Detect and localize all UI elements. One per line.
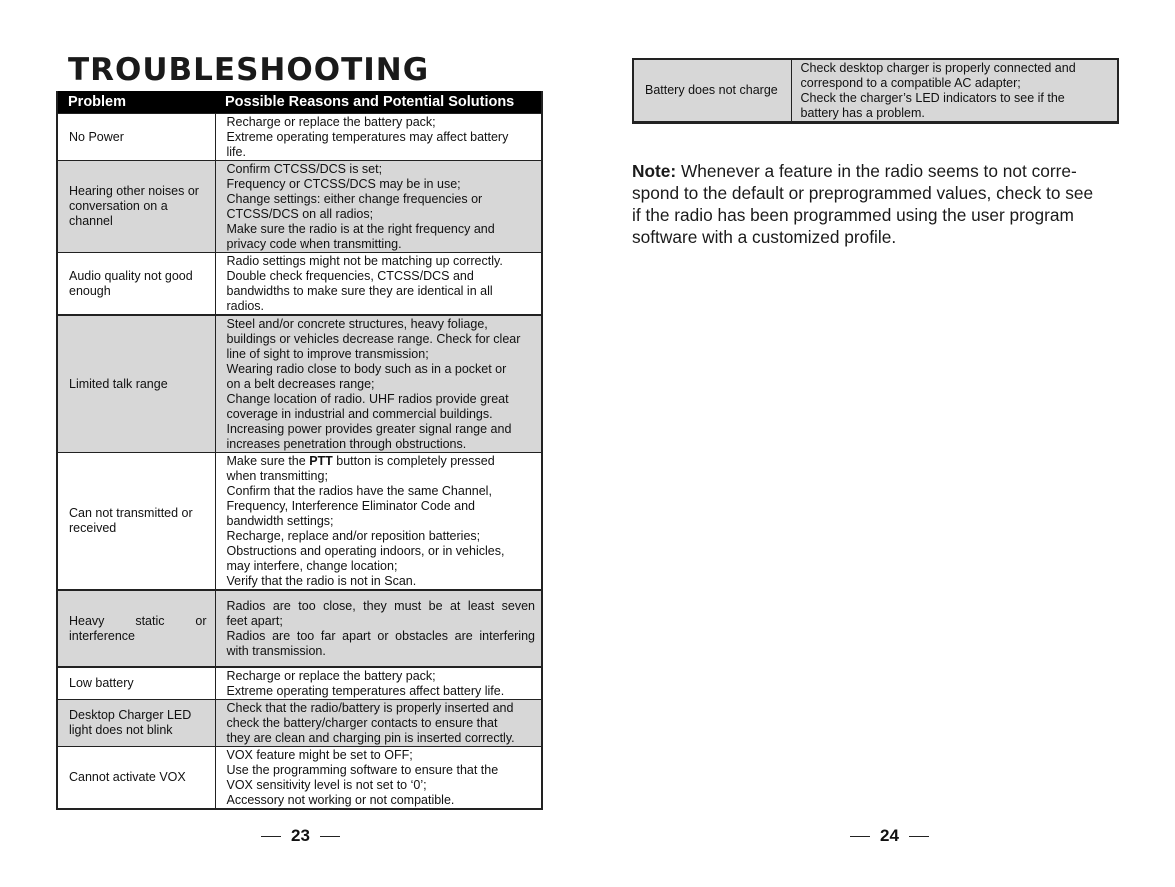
note-line: software with a customized profile. xyxy=(632,227,897,247)
table-row xyxy=(57,161,542,253)
solution-line: Confirm that the radios have the same Channel, xyxy=(226,484,492,498)
note-paragraph xyxy=(632,160,1122,248)
solution-line: on a belt decreases range; xyxy=(226,377,375,391)
problem-cell: Hearing other noises or conversation on a channel xyxy=(57,161,215,253)
solution-line: bandwidths to make sure they are identical in all xyxy=(226,284,493,298)
problem-word: or xyxy=(195,613,207,628)
solution-line: Frequency or CTCSS/DCS may be in use; xyxy=(226,177,461,191)
solution-line: when transmitting; xyxy=(226,469,328,483)
solution-line: Recharge or replace the battery pack; xyxy=(226,115,436,129)
solution-line: Verify that the radio is not in Scan. xyxy=(226,574,417,588)
table-row xyxy=(57,590,542,667)
problem-cell: No Power xyxy=(57,114,215,161)
solution-line: correspond to a compatible AC adapter; xyxy=(800,76,1021,90)
solution-cell xyxy=(215,667,542,700)
problem-cell: Limited talk range xyxy=(57,315,215,453)
page-title: TROUBLESHOOTING xyxy=(68,52,430,88)
solution-line: with transmission. xyxy=(226,644,326,658)
solution-cell xyxy=(791,59,1118,123)
solution-text: button is completely pressed xyxy=(332,454,495,468)
table-row xyxy=(57,253,542,316)
page-number-dash xyxy=(850,836,870,837)
table-row xyxy=(57,667,542,700)
solution-cell xyxy=(215,590,542,667)
solution-line: Obstructions and operating indoors, or in vehicles, xyxy=(226,544,505,558)
solution-cell xyxy=(215,453,542,591)
solution-line: Change settings: either change frequencies or xyxy=(226,192,483,206)
solution-line: Radios are too far apart or obstacles are interfering xyxy=(226,629,535,643)
note-text: Whenever a feature in the radio seems to not corre- xyxy=(676,161,1077,181)
problem-cell: Audio quality not good enough xyxy=(57,253,215,316)
problem-cell: Can not transmitted or received xyxy=(57,453,215,591)
note-line: if the radio has been programmed using the user program xyxy=(632,205,1074,225)
solution-line: radios. xyxy=(226,299,265,313)
solution-line: Check that the radio/battery is properly inserted and xyxy=(226,701,514,715)
table-row xyxy=(57,700,542,747)
solution-line: Wearing radio close to body such as in a pocket or xyxy=(226,362,507,376)
problem-line xyxy=(69,614,207,629)
table-row xyxy=(633,59,1118,123)
page-number-text: 23 xyxy=(291,826,310,845)
note-label: Note: xyxy=(632,161,677,181)
table-row xyxy=(57,114,542,161)
solution-cell xyxy=(215,253,542,316)
page-number-left xyxy=(251,826,350,846)
solution-line: Radios are too close, they must be at least seven xyxy=(226,599,535,613)
header-problem: Problem xyxy=(57,91,215,114)
problem-cell: Cannot activate VOX xyxy=(57,747,215,810)
solution-text: Make sure the xyxy=(226,454,310,468)
solution-line: Make sure the radio is at the right frequency and xyxy=(226,222,495,236)
table-row xyxy=(57,453,542,591)
problem-cell: Desktop Charger LED light does not blink xyxy=(57,700,215,747)
solution-cell xyxy=(215,161,542,253)
solution-line: increases penetration through obstructions. xyxy=(226,437,467,451)
problem-cell: Battery does not charge xyxy=(633,59,791,123)
page-number-right xyxy=(840,826,939,846)
solution-line: Extreme operating temperatures affect battery life. xyxy=(226,684,505,698)
solution-line: battery has a problem. xyxy=(800,106,925,120)
table-row xyxy=(57,747,542,810)
solution-line: Accessory not working or not compatible. xyxy=(226,793,455,807)
solution-line: Increasing power provides greater signal range and xyxy=(226,422,512,436)
page-number-dash xyxy=(320,836,340,837)
solution-line: Change location of radio. UHF radios provide great xyxy=(226,392,509,406)
solution-cell xyxy=(215,315,542,453)
solution-line: CTCSS/DCS on all radios; xyxy=(226,207,374,221)
solution-line: Use the programming software to ensure that the xyxy=(226,763,499,777)
solution-line xyxy=(227,454,536,469)
header-solutions: Possible Reasons and Potential Solutions xyxy=(215,91,542,114)
solution-line: Recharge or replace the battery pack; xyxy=(226,669,436,683)
solution-line: feet apart; xyxy=(226,614,283,628)
table-header-row xyxy=(57,91,542,114)
solution-line: Radio settings might not be matching up correctly. xyxy=(226,254,503,268)
table-row xyxy=(57,315,542,453)
battery-table xyxy=(632,58,1119,124)
solution-line: Check the charger’s LED indicators to see if the xyxy=(800,91,1065,105)
problem-word: Heavy xyxy=(69,613,105,628)
problem-cell: Low battery xyxy=(57,667,215,700)
solution-line: Recharge, replace and/or reposition batteries; xyxy=(226,529,481,543)
solution-cell xyxy=(215,114,542,161)
solution-line: Frequency, Interference Eliminator Code and xyxy=(226,499,476,513)
problem-line: interference xyxy=(69,628,136,643)
solution-cell xyxy=(215,747,542,810)
solution-line: buildings or vehicles decrease range. Check for clear xyxy=(226,332,521,346)
solution-line: Check desktop charger is properly connected and xyxy=(800,61,1076,75)
troubleshooting-table xyxy=(56,91,543,810)
solution-line: Extreme operating temperatures may affect battery xyxy=(226,130,509,144)
solution-line: check the battery/charger contacts to ensure that xyxy=(226,716,498,730)
solution-line: VOX sensitivity level is not set to ‘0’; xyxy=(226,778,427,792)
page-number-dash xyxy=(909,836,929,837)
solution-line: bandwidth settings; xyxy=(226,514,334,528)
solution-line: Double check frequencies, CTCSS/DCS and xyxy=(226,269,474,283)
solution-line: coverage in industrial and commercial buildings. xyxy=(226,407,493,421)
solution-line: Confirm CTCSS/DCS is set; xyxy=(226,162,383,176)
solution-line: VOX feature might be set to OFF; xyxy=(226,748,413,762)
solution-line: Steel and/or concrete structures, heavy foliage, xyxy=(226,317,488,331)
note-line xyxy=(632,160,1122,182)
problem-word: static xyxy=(135,613,165,628)
ptt-keyword: PTT xyxy=(309,454,333,468)
page-number-dash xyxy=(261,836,281,837)
problem-cell xyxy=(57,590,215,667)
solution-line: they are clean and charging pin is inserted correctly. xyxy=(226,731,515,745)
solution-line: privacy code when transmitting. xyxy=(226,237,402,251)
solution-line: life. xyxy=(226,145,246,159)
solution-line: may interfere, change location; xyxy=(226,559,398,573)
note-line: spond to the default or preprogrammed values, check to see xyxy=(632,183,1094,203)
solution-line: line of sight to improve transmission; xyxy=(226,347,429,361)
solution-cell xyxy=(215,700,542,747)
page-number-text: 24 xyxy=(880,826,899,845)
